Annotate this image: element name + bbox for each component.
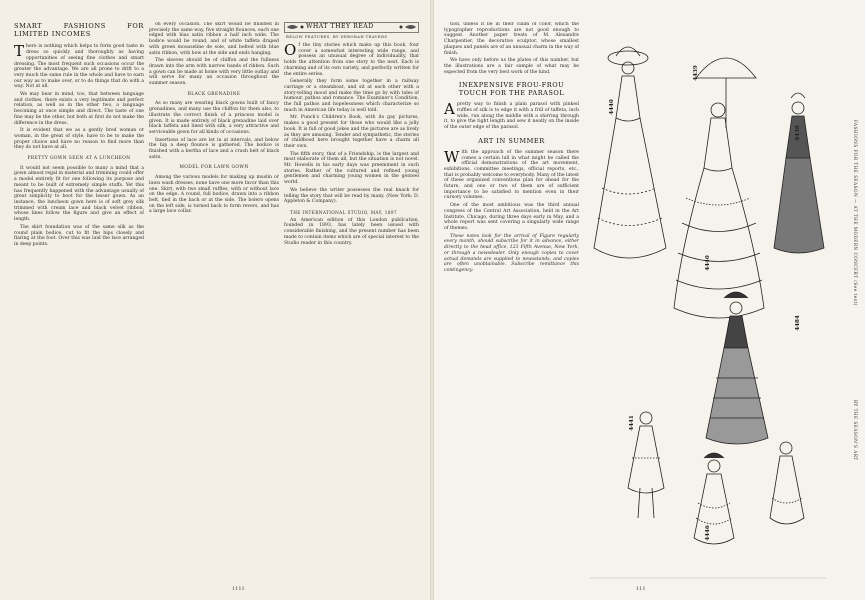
- subheading: PRETTY GOWN SEEN AT A LUNCHEON: [27, 156, 131, 162]
- dropcap: W: [444, 147, 460, 166]
- dropcap: O: [284, 41, 297, 59]
- figure-number: 4440: [608, 99, 615, 115]
- figure-number: 4441: [628, 415, 635, 431]
- figure-number: 4438: [794, 125, 801, 141]
- paragraph: The sleeves should be of chiffon and the fullness drawn into the arm with narrow bands of ribbon. Such a gown can be made at home with very little outlay and will serve for many an occasion throughout the summer season.: [149, 58, 279, 87]
- page-number: 111: [636, 586, 646, 592]
- paragraph: pretty way to finish a plain parasol with pinked ruffles of silk is to edge it with a frill of taffeta, inch wide, run along the middle with a shirring through it, to give the tight length and sew it neatly on the inside of the outer edge of the parasol.: [444, 102, 579, 131]
- column-1: [14, 22, 144, 590]
- paragraph: One of the most ambitious was the third annual congress of the Central Art Association, held in the Art Institute, Chicago, during three days early in May, and a whole report was sent covering a singularly wide range of themes.: [444, 203, 579, 231]
- column-3: [284, 22, 419, 590]
- paragraph: The fifth story, that of a Friendship, is the largest and most elaborate of them all, but the situation is not novel. Mr. Howells in his early days was preeminent in such stories. Rather of the cultured and refined young gentlemen and charming young women in the genteel world.: [284, 151, 419, 186]
- paragraph: We may bear in mind, too, that between language and clothes, there exists a very legitimate and perfect relation, as well as in the other two, a language becoming at once simple and direct. The taste of one fine may be the other, but both at first do not make the difference in the dress.: [14, 92, 144, 126]
- paragraph: We believe the writer possesses the real knack for telling the story that will be read by many. (New York: D. Appleton & Company).: [284, 187, 419, 205]
- paragraph: ith the approach of the summer season there comes a certain lull in what might be called the official demonstrations of the art movement, exhibitions, committee meetings, official reports, etc., that is probably welcome to everybody. Many of the latest of these organized conventions plan for ahead for the future, and one or two of them are of sufficient importance to be satisfied to mention even in their cursory volumes.: [444, 149, 579, 201]
- section-title: WHAT THEY READ: [306, 23, 374, 30]
- subheading: MODEL FOR LAWN GOWN: [179, 165, 249, 171]
- paragraph: As so many are wearing black gowns built of fancy grenadines, and many use the chiffon for them also, to illustrate the correct finish of a princess model is given. It is made entirely of black grenadine laid over black taffeta and lined with silk, a very attractive and serviceable gown for all kinds of occasions.: [149, 101, 279, 135]
- page-number: 1111: [232, 586, 245, 592]
- paragraph: An American edition of this London publication, founded in 1893, has lately been issued with considerable finishing, and the present number has been made to contain items which are of special interest to the Studio reader in this country.: [284, 217, 419, 246]
- figure-lady-icon: [594, 47, 666, 258]
- figure-number: 4439: [692, 65, 699, 81]
- paragraph: Mr. Punch's Children's Book, with its gay pictures, makes a good present for those who would like a jolly book. It is full of good jokes and the pictures are as lively as they are amusing. Tender and sympathetic, the stories of childhood here brought together have a charm all their own.: [284, 115, 419, 149]
- figure-number: 4446: [704, 525, 711, 541]
- subheading: BLACK GRENADINE: [187, 91, 241, 97]
- figure-child-lace-icon: [694, 453, 734, 544]
- paragraph: It is evident that we as a gently bred woman or woman, in the great of style, have to be to make the proper choice and have no reason to find more than they do not have at all.: [14, 128, 144, 151]
- plate-caption-secondary: BY THE SEASON'S ART: [853, 400, 858, 461]
- fashion-plate-illustration: [586, 18, 830, 588]
- paragraph: Insertions of lace are let in at intervals, and below the hip a deep flounce is gathered. The bodice is finished with a bertha of lace and a crush belt of black satin.: [149, 137, 279, 160]
- paragraph: here is nothing which helps to form good taste in dress so quickly and thoroughly as having opportunities of seeing fine clothes and smart dressing. The most frequent such occasions occur the greater the advantage. We are all prone to drift to a very much the same rule in the whole and have to earn our way as to make over, or to do things that do with a way. Not at all.: [14, 44, 144, 90]
- article-title: SMART FASHIONS FOR LIMITED INCOMES: [14, 22, 144, 39]
- article-title: ART IN SUMMER: [478, 136, 545, 145]
- figure-number: 4484: [794, 315, 801, 331]
- plate-caption: FASHIONS FOR THE SEASON — AT THE MODERN CONCERT (See text): [853, 120, 858, 306]
- paragraph: Generally they form some together in a railway carriage or a steamboat, and sit at each other with a story-telling mood and make the time go by with tales of humour, pathos and romance. The Examiner's Condition, the full pathos and hopelessness which characterize so much in American life today is well told.: [284, 79, 419, 113]
- paragraph: The skirt foundation was of the same silk as the round plain bodice, cut to fit the hips closely and flaring at the foot. Over this was laid the lace arranged in deep points.: [14, 224, 144, 247]
- figure-number: 4440: [704, 255, 711, 271]
- figure-lady-parasol-icon: [674, 58, 764, 318]
- figure-lady-bottom-icon: [770, 442, 804, 524]
- paragraph: tion, unless it be in their claim of color, which the typographer reproductions are not good enough to suggest. Another paper treats of M. Alexandre Charpentier, the decorative sculptor, whose smallest plaques and panels are of an unusual charm in the way of finish.: [444, 22, 579, 56]
- page-gutter: [430, 0, 434, 600]
- column-4: [444, 22, 579, 590]
- subscription-note: These notes look for the arrival of Figure regularly every month, should subscribe for it in advance, either directly to the head office, 123 Fifth Avenue, New York, or through a newsdealer. Only enough copies to cover actual demands are supplied to newsstands, and copies are often unobtainable. Subscribe remittance this contingency.: [444, 233, 579, 273]
- section-byline: BELOW FEATURES. BY DEBORAH TRAVERS: [286, 34, 388, 39]
- article-title: INEXPENSIVE FROU-FROU TOUCH FOR THE PARASOL: [458, 81, 565, 98]
- figure-lady-dark-gown-icon: [774, 93, 824, 253]
- paragraph: f the tiny stories which make up this book, four cover a somewhat interesting wide range, and possess an unusual degree of individuality, that holds the attention from one story to the next. Each is charming and of its own variety, and perfectly written for the entire series.: [284, 43, 419, 77]
- subheading: THE INTERNATIONAL STUDIO, MAY, 1897: [290, 209, 398, 215]
- paragraph: Among the various models for making up muslin or lawn wash dresses, none have one more favor than this one. Skirt, with two small ruffles, with or without lace on the edge. A round, full bodice, drawn into a ribbon belt, tied in the back or at the side. The bolero opens on the left side, is turned back to form revers, and has a large lace collar.: [149, 175, 279, 215]
- paragraph: We have only before us the plates of this number, but the illustrations are a fair sample of what may be expected from the very best work of the kind.: [444, 58, 579, 75]
- dropcap: A: [444, 100, 455, 119]
- column-2: [149, 22, 279, 590]
- paragraph: on every occasion. The skirt would be finished in precisely the same way, five straight flounces, each one edged with bias satin ribbon a half inch wide. The bodice would be round, and of white taffeta draped with green mousseline de soie, and belted with blue satin ribbon, with bow at the side and ends hanging.: [149, 22, 279, 56]
- figure-lady-striped-icon: [706, 292, 768, 444]
- section-banner: [284, 22, 419, 40]
- dropcap: T: [14, 42, 25, 61]
- paragraph: It would not seem possible to many a mind that a gown almost regal in material and trimming could offer a model entirely fit for one following its purpose and meant to be built of extremely simple stuffs. Yet this has frequently happened with the advantage usually of great simplicity to boot for the lesser gown. As an instance, the luncheon gown here is of soft grey silk trimmed with cream lace and black velvet ribbon, whose lines follow the figure and give an effect of length.: [14, 165, 144, 223]
